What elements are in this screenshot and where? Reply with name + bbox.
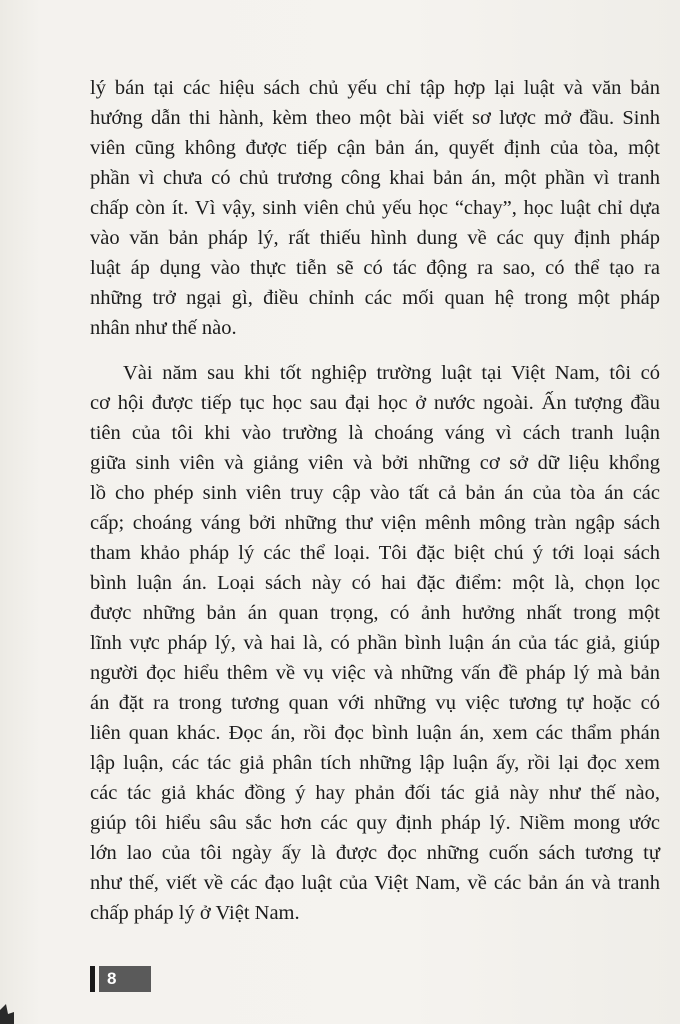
text-line: cơ hội được tiếp tục học sau đại học ở nước ngoài. Ấn tượng đầu [90, 392, 660, 414]
text-line: luật áp dụng vào thực tiễn sẽ có tác động ra sao, có thể tạo ra [90, 257, 660, 279]
text-line: liên quan khác. Đọc án, rồi đọc bình luận án, xem các thẩm phán [90, 722, 660, 744]
page-number-bar [90, 966, 95, 992]
text-line: lồ cho phép sinh viên truy cập vào tất cả bản án của tòa án các [90, 482, 660, 504]
text-line: bình luận án. Loại sách này có hai đặc điểm: một là, chọn lọc [90, 572, 660, 594]
text-line: lập luận, các tác giả phân tích những lập luận ấy, rồi lại đọc xem [90, 752, 660, 774]
text-line: lớn lao của tôi ngày ấy là được đọc những cuốn sách tương tự [90, 842, 660, 864]
text-line: viên cũng không được tiếp cận bản án, quyết định của tòa, một [90, 137, 660, 159]
text-line: tham khảo pháp lý các thể loại. Tôi đặc biệt chú ý tới loại sách [90, 542, 660, 564]
text-line: chấp pháp lý ở Việt Nam. [90, 902, 300, 924]
text-line: được những bản án quan trọng, có ảnh hưởng nhất trong một [90, 602, 660, 624]
text-line: cấp; choáng váng bởi những thư viện mênh mông tràn ngập sách [90, 512, 660, 534]
text-line: lý bán tại các hiệu sách chủ yếu chỉ tập hợp lại luật và văn bản [90, 77, 660, 99]
text-line: các tác giả khác đồng ý hay phản đối tác giả này như thế nào, [90, 782, 660, 804]
text-line: tiên của tôi khi vào trường là choáng váng vì cách tranh luận [90, 422, 660, 444]
text-line: những trở ngại gì, điều chỉnh các mối quan hệ trong một pháp [90, 287, 660, 309]
text-line: lĩnh vực pháp lý, và hai là, có phần bình luận án của tác giả, giúp [90, 632, 660, 654]
paragraph-first-line: Vài năm sau khi tốt nghiệp trường luật tại Việt Nam, tôi có [123, 362, 660, 384]
page-number [90, 966, 151, 992]
text-line: phần vì chưa có chủ trương công khai bản án, một phần vì tranh [90, 167, 660, 189]
text-line: giúp tôi hiểu sâu sắc hơn các quy định pháp lý. Niềm mong ước [90, 812, 660, 834]
text-line: hướng dẫn thi hành, kèm theo một bài viết sơ lược mở đầu. Sinh [90, 107, 660, 129]
text-line: chấp còn ít. Vì vậy, sinh viên chủ yếu học “chay”, học luật chỉ dựa [90, 197, 660, 219]
text-line: giữa sinh viên và giảng viên và bởi những cơ sở dữ liệu khổng [90, 452, 660, 474]
text-line: như thế, viết về các đạo luật của Việt Nam, về các bản án và tranh [90, 872, 660, 894]
page-number-label: 8 [99, 966, 151, 992]
corner-shadow-mark [0, 990, 24, 1024]
text-line: vào văn bản pháp lý, rất thiếu hình dung về các quy định pháp [90, 227, 660, 249]
text-line: án đặt ra trong tương quan với những vụ việc tương tự hoặc có [90, 692, 660, 714]
text-line: người đọc hiểu thêm về vụ việc và những vấn đề pháp lý mà bản [90, 662, 660, 684]
text-line: nhân như thế nào. [90, 317, 237, 339]
